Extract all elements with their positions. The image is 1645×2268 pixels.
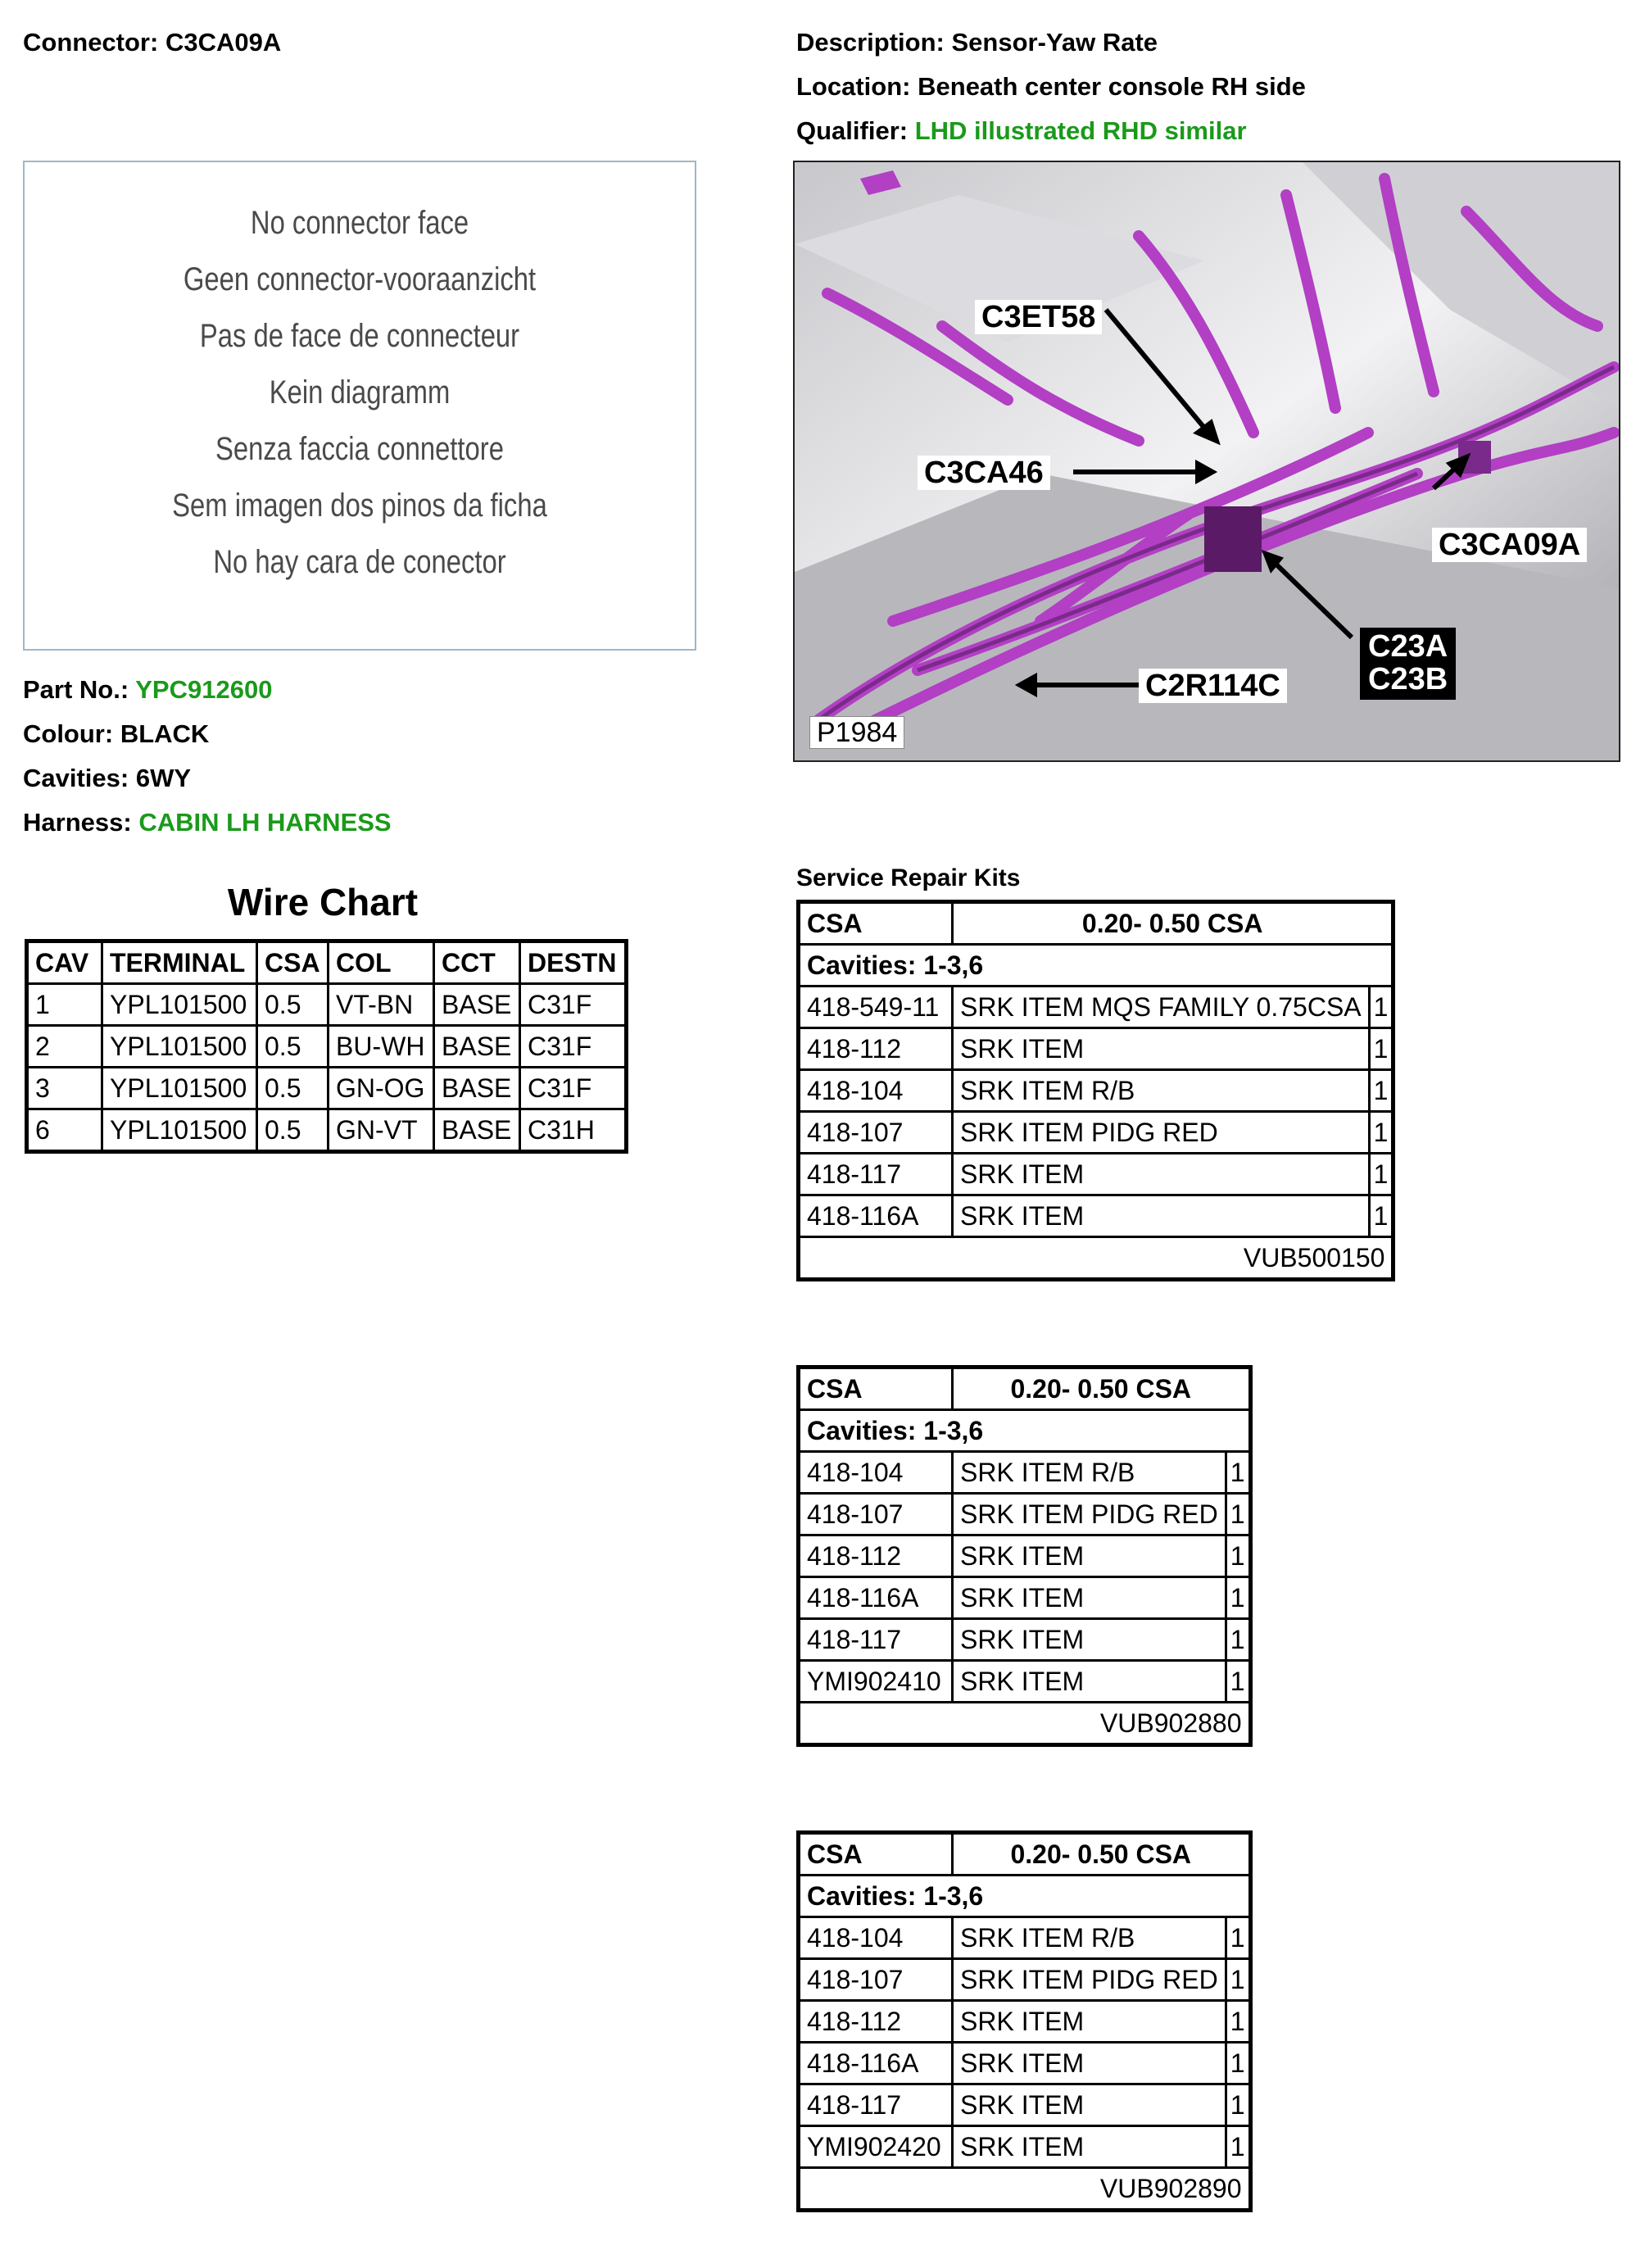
kit-header-row bbox=[799, 902, 1393, 945]
cell: YPL101500 bbox=[102, 1109, 257, 1152]
location-label: Location: bbox=[796, 72, 911, 101]
harness-line bbox=[23, 810, 392, 835]
column-header: CCT bbox=[434, 941, 520, 984]
kit-item-desc: SRK ITEM MQS FAMILY 0.75CSA bbox=[953, 987, 1370, 1028]
kit-item-qty: 1 bbox=[1226, 2084, 1250, 2126]
kit-item-qty: 1 bbox=[1369, 1154, 1393, 1195]
kit-header-row bbox=[799, 1833, 1251, 1876]
table-row bbox=[799, 987, 1393, 1028]
part-no-line bbox=[23, 677, 272, 702]
kit-csa-value: 0.20- 0.50 CSA bbox=[953, 1368, 1251, 1410]
cell: 2 bbox=[27, 1026, 102, 1068]
kit-item-qty: 1 bbox=[1369, 1028, 1393, 1070]
table-row bbox=[799, 2043, 1251, 2084]
kit-cavities-row bbox=[799, 1410, 1251, 1452]
kit-item-part: 418-116A bbox=[799, 2043, 953, 2084]
callout-c23a: C23A bbox=[1368, 629, 1448, 664]
kit-item-qty: 1 bbox=[1369, 1195, 1393, 1237]
figure-reference: P1984 bbox=[809, 716, 904, 749]
location-line bbox=[796, 74, 1306, 99]
kit-item-desc: SRK ITEM R/B bbox=[953, 1070, 1370, 1112]
repair-kit-table bbox=[796, 1365, 1253, 1747]
repair-kit-table bbox=[796, 900, 1395, 1281]
cell: 6 bbox=[27, 1109, 102, 1152]
kit-item-desc: SRK ITEM bbox=[953, 1028, 1370, 1070]
kit-item-part: 418-104 bbox=[799, 1452, 953, 1494]
table-row bbox=[27, 1109, 627, 1152]
cell: BASE bbox=[434, 1109, 520, 1152]
table-row bbox=[27, 984, 627, 1026]
no-connector-face-text: Senza faccia connettore bbox=[215, 431, 504, 467]
kit-cavities: Cavities: 1-3,6 bbox=[799, 1410, 1251, 1452]
kit-item-desc: SRK ITEM bbox=[953, 2043, 1226, 2084]
cell: GN-OG bbox=[329, 1068, 434, 1109]
kit-item-desc: SRK ITEM R/B bbox=[953, 1917, 1226, 1959]
table-row bbox=[799, 2084, 1251, 2126]
cell: YPL101500 bbox=[102, 1068, 257, 1109]
no-connector-face-panel bbox=[23, 161, 696, 651]
description-label: Description: bbox=[796, 28, 945, 57]
kit-item-qty: 1 bbox=[1226, 1917, 1250, 1959]
kit-item-desc: SRK ITEM PIDG RED bbox=[953, 1494, 1226, 1535]
cell: BU-WH bbox=[329, 1026, 434, 1068]
kit-item-part: 418-107 bbox=[799, 1494, 953, 1535]
harness-value: CABIN LH HARNESS bbox=[138, 808, 392, 837]
table-row bbox=[799, 1661, 1251, 1703]
kit-item-qty: 1 bbox=[1226, 1452, 1250, 1494]
cell: C31F bbox=[520, 1068, 627, 1109]
table-row bbox=[799, 1917, 1251, 1959]
kit-number-row bbox=[799, 1703, 1251, 1745]
kit-item-desc: SRK ITEM PIDG RED bbox=[953, 1959, 1226, 2001]
wire-chart-title: Wire Chart bbox=[227, 881, 419, 923]
no-connector-face-text: No hay cara de conector bbox=[213, 544, 506, 580]
kit-number: VUB902880 bbox=[799, 1703, 1251, 1745]
kit-item-part: 418-107 bbox=[799, 1112, 953, 1154]
cell: 0.5 bbox=[257, 984, 329, 1026]
colour-line bbox=[23, 721, 209, 746]
location-value: Beneath center console RH side bbox=[918, 72, 1306, 101]
no-connector-face-text: No connector face bbox=[250, 205, 469, 241]
connector-line bbox=[23, 29, 281, 55]
callout-c2r114c: C2R114C bbox=[1139, 669, 1287, 703]
kit-item-qty: 1 bbox=[1226, 1535, 1250, 1577]
kit-csa-label: CSA bbox=[799, 902, 953, 945]
kit-cavities: Cavities: 1-3,6 bbox=[799, 1876, 1251, 1917]
cell: BASE bbox=[434, 1026, 520, 1068]
description-value: Sensor-Yaw Rate bbox=[951, 28, 1158, 57]
kit-item-desc: SRK ITEM bbox=[953, 2126, 1226, 2168]
qualifier-label: Qualifier: bbox=[796, 116, 909, 145]
kit-item-part: YMI902410 bbox=[799, 1661, 953, 1703]
cell: VT-BN bbox=[329, 984, 434, 1026]
no-connector-face-text: Sem imagen dos pinos da ficha bbox=[172, 488, 547, 524]
column-header: CAV bbox=[27, 941, 102, 984]
kit-item-desc: SRK ITEM bbox=[953, 1154, 1370, 1195]
kit-item-qty: 1 bbox=[1226, 1661, 1250, 1703]
cell: 0.5 bbox=[257, 1068, 329, 1109]
cell: YPL101500 bbox=[102, 1026, 257, 1068]
kit-item-desc: SRK ITEM bbox=[953, 1577, 1226, 1619]
cell: C31F bbox=[520, 984, 627, 1026]
part-no-label: Part No.: bbox=[23, 675, 129, 704]
kit-item-qty: 1 bbox=[1226, 2126, 1250, 2168]
kit-item-qty: 1 bbox=[1369, 1112, 1393, 1154]
table-row bbox=[799, 1070, 1393, 1112]
kit-number-row bbox=[799, 1237, 1393, 1280]
table-row bbox=[799, 1619, 1251, 1661]
description-line bbox=[796, 29, 1158, 55]
column-header: DESTN bbox=[520, 941, 627, 984]
table-row bbox=[799, 1028, 1393, 1070]
cell: 1 bbox=[27, 984, 102, 1026]
part-no-value: YPC912600 bbox=[135, 675, 273, 704]
table-row bbox=[799, 1112, 1393, 1154]
no-connector-face-text: Geen connector-vooraanzicht bbox=[183, 261, 537, 297]
service-repair-kits-title: Service Repair Kits bbox=[796, 864, 1021, 891]
kit-item-part: 418-117 bbox=[799, 2084, 953, 2126]
kit-item-part: 418-549-11 bbox=[799, 987, 953, 1028]
colour-label: Colour: bbox=[23, 719, 114, 748]
no-connector-face-text: Pas de face de connecteur bbox=[199, 318, 520, 354]
kit-item-part: 418-117 bbox=[799, 1619, 953, 1661]
cell: YPL101500 bbox=[102, 984, 257, 1026]
kit-item-qty: 1 bbox=[1226, 2001, 1250, 2043]
table-row bbox=[799, 2126, 1251, 2168]
callout-c3ca09a: C3CA09A bbox=[1432, 528, 1587, 562]
cell: 0.5 bbox=[257, 1026, 329, 1068]
kit-item-part: 418-116A bbox=[799, 1577, 953, 1619]
kit-item-part: 418-116A bbox=[799, 1195, 953, 1237]
column-header: TERMINAL bbox=[102, 941, 257, 984]
connector-label: Connector: bbox=[23, 28, 159, 57]
kit-item-desc: SRK ITEM R/B bbox=[953, 1452, 1226, 1494]
table-row bbox=[799, 1494, 1251, 1535]
harness-label: Harness: bbox=[23, 808, 132, 837]
cell: 0.5 bbox=[257, 1109, 329, 1152]
table-row bbox=[27, 1068, 627, 1109]
kit-cavities: Cavities: 1-3,6 bbox=[799, 945, 1393, 987]
kit-cavities-row bbox=[799, 945, 1393, 987]
kit-header-row bbox=[799, 1368, 1251, 1410]
kit-csa-value: 0.20- 0.50 CSA bbox=[953, 902, 1393, 945]
kit-item-qty: 1 bbox=[1226, 2043, 1250, 2084]
cell: BASE bbox=[434, 984, 520, 1026]
kit-item-qty: 1 bbox=[1226, 1959, 1250, 2001]
kit-number: VUB500150 bbox=[799, 1237, 1393, 1280]
cell: C31F bbox=[520, 1026, 627, 1068]
kit-csa-label: CSA bbox=[799, 1368, 953, 1410]
kit-item-desc: SRK ITEM bbox=[953, 1661, 1226, 1703]
callout-c23b: C23B bbox=[1368, 661, 1448, 696]
repair-kit-table bbox=[796, 1830, 1253, 2212]
callout-c23a-c23b bbox=[1360, 628, 1456, 700]
wire-chart-table bbox=[25, 939, 628, 1154]
kit-item-part: 418-112 bbox=[799, 1535, 953, 1577]
wire-chart-header-row bbox=[27, 941, 627, 984]
kit-item-desc: SRK ITEM PIDG RED bbox=[953, 1112, 1370, 1154]
table-row bbox=[799, 1535, 1251, 1577]
no-connector-face-text: Kein diagramm bbox=[269, 374, 451, 411]
callout-c3ca46: C3CA46 bbox=[918, 456, 1050, 490]
kit-item-desc: SRK ITEM bbox=[953, 2084, 1226, 2126]
kit-item-desc: SRK ITEM bbox=[953, 2001, 1226, 2043]
kit-item-desc: SRK ITEM bbox=[953, 1619, 1226, 1661]
colour-value: BLACK bbox=[120, 719, 210, 748]
qualifier-value: LHD illustrated RHD similar bbox=[914, 116, 1247, 145]
cell: GN-VT bbox=[329, 1109, 434, 1152]
kit-item-part: 418-107 bbox=[799, 1959, 953, 2001]
kit-item-desc: SRK ITEM bbox=[953, 1535, 1226, 1577]
kit-number-row bbox=[799, 2168, 1251, 2211]
kit-csa-label: CSA bbox=[799, 1833, 953, 1876]
kit-item-part: 418-112 bbox=[799, 1028, 953, 1070]
qualifier-line bbox=[796, 118, 1247, 143]
kit-item-part: 418-117 bbox=[799, 1154, 953, 1195]
cell: 3 bbox=[27, 1068, 102, 1109]
kit-number: VUB902890 bbox=[799, 2168, 1251, 2211]
table-row bbox=[799, 1959, 1251, 2001]
kit-item-desc: SRK ITEM bbox=[953, 1195, 1370, 1237]
kit-item-qty: 1 bbox=[1226, 1494, 1250, 1535]
table-row bbox=[27, 1026, 627, 1068]
kit-item-part: 418-112 bbox=[799, 2001, 953, 2043]
table-row bbox=[799, 1154, 1393, 1195]
table-row bbox=[799, 1195, 1393, 1237]
kit-item-qty: 1 bbox=[1226, 1577, 1250, 1619]
table-row bbox=[799, 1577, 1251, 1619]
kit-item-qty: 1 bbox=[1369, 1070, 1393, 1112]
cell: BASE bbox=[434, 1068, 520, 1109]
kit-item-part: YMI902420 bbox=[799, 2126, 953, 2168]
table-row bbox=[799, 2001, 1251, 2043]
kit-item-qty: 1 bbox=[1226, 1619, 1250, 1661]
connector-value: C3CA09A bbox=[165, 28, 282, 57]
cavities-label: Cavities: bbox=[23, 764, 129, 792]
cavities-line bbox=[23, 765, 191, 791]
cell: C31H bbox=[520, 1109, 627, 1152]
table-row bbox=[799, 1452, 1251, 1494]
kit-csa-value: 0.20- 0.50 CSA bbox=[953, 1833, 1251, 1876]
kit-item-qty: 1 bbox=[1369, 987, 1393, 1028]
kit-cavities-row bbox=[799, 1876, 1251, 1917]
callout-c3et58: C3ET58 bbox=[975, 300, 1102, 334]
column-header: COL bbox=[329, 941, 434, 984]
kit-item-part: 418-104 bbox=[799, 1917, 953, 1959]
column-header: CSA bbox=[257, 941, 329, 984]
location-photo bbox=[793, 161, 1620, 762]
kit-item-part: 418-104 bbox=[799, 1070, 953, 1112]
cavities-value: 6WY bbox=[135, 764, 192, 792]
